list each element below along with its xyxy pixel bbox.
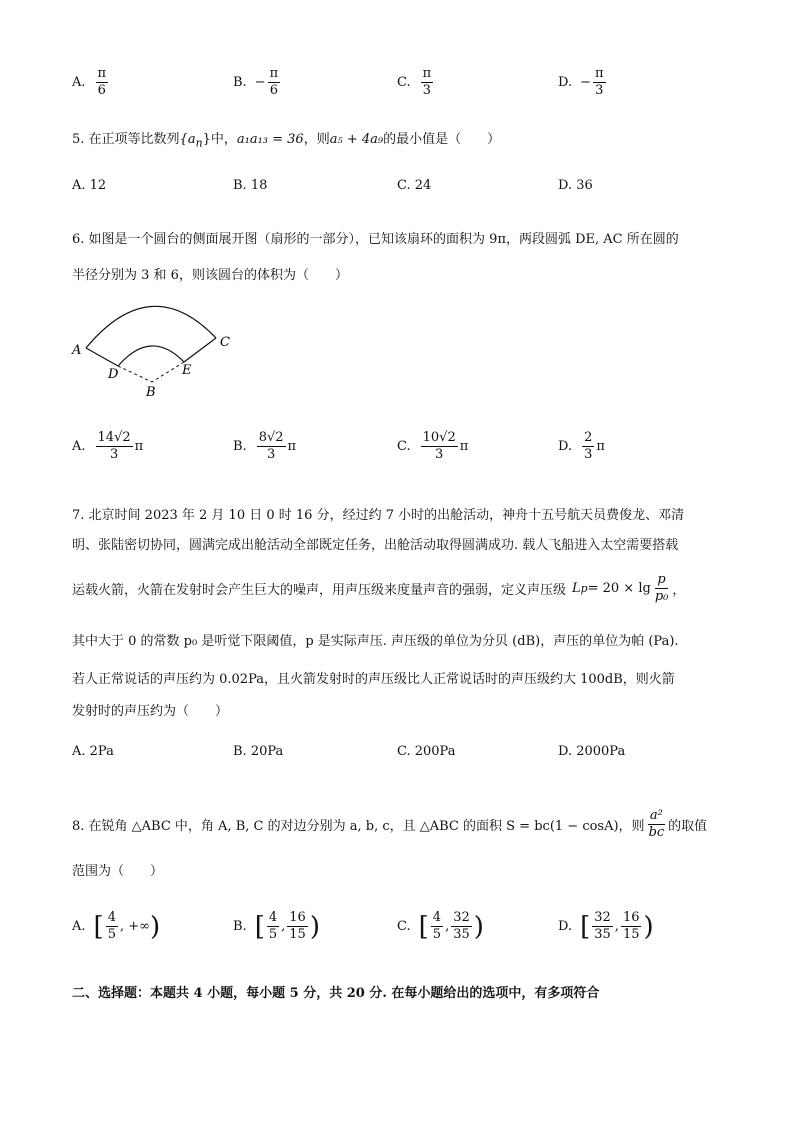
q6-line-1: 6. 如图是一个圆台的侧面展开图（扇形的一部分），已知该扇环的面积为 9π，两段圆弧 DE, AC 所在圆的 [72, 232, 679, 247]
q7-option-c: C. 200Pa [397, 744, 456, 759]
q8-option-c: C. [ $\frac{4}{5}$ , $\frac{32}{35}$ ) [397, 910, 484, 942]
q7-line-1: 7. 北京时间 2023 年 2 月 10 日 0 时 16 分，经过约 7 小时的出舱活动，神舟十五号航天员费俊龙、邓清 [72, 508, 685, 523]
label-a: A [72, 343, 82, 358]
q5-stem: 5. 在正项等比数列$\{a_n\}$中，a₁a₁₃ = 36，则a₅ + 4a₉的最小值是（ ） [72, 132, 501, 150]
q6-option-b: B. $\frac{8√2}{3}$ π [233, 430, 297, 462]
label-c: C [220, 335, 230, 350]
q5-option-c: C. 24 [397, 178, 432, 193]
q7-line-5: 若人正常说话的声压约为 0.02Pa，且火箭发射时的声压级比人正常说话时的声压级约大 100dB，则火箭 [72, 672, 675, 687]
q6-option-c: C. $\frac{10√2}{3}$ π [397, 430, 469, 462]
section-2-heading: 二、选择题：本题共 4 小题，每小题 5 分，共 20 分. 在每小题给出的选项中，有多项符合 [72, 986, 600, 1001]
q4-option-c: C. $\frac{\pi}{3}$ [397, 66, 432, 98]
q6-figure [66, 298, 246, 402]
q4-option-d: D. − $\frac{\pi}{3}$ [558, 66, 604, 98]
q7-option-d: D. 2000Pa [558, 744, 626, 759]
q4-option-b: B. − $\frac{\pi}{6}$ [233, 66, 279, 98]
label-e: E [182, 363, 192, 378]
q5-option-a: A. 12 [72, 178, 107, 193]
q4-option-a: A. $\frac{\pi}{6}$ [72, 66, 107, 98]
outer-arc-ac [86, 306, 216, 348]
q7-line-6: 发射时的声压约为（ ） [72, 704, 229, 719]
q8-option-a: A. [ $\frac{4}{5}$ , +∞ ) [72, 910, 161, 942]
q8-line-2: 范围为（ ） [72, 864, 164, 879]
q6-option-d: D. $\frac{2}{3}$ π [558, 430, 605, 462]
q7-option-a: A. 2Pa [72, 744, 114, 759]
q6-line-2: 半径分别为 3 和 6，则该圆台的体积为（ ） [72, 268, 348, 283]
label-d: D [108, 367, 119, 382]
dashed-db [118, 366, 152, 382]
segment-ad [86, 348, 118, 366]
q7-line-4: 其中大于 0 的常数 p₀ 是听觉下限阈值，p 是实际声压. 声压级的单位为分贝 (dB)，声压的单位为帕 (Pa). [72, 634, 679, 649]
q8-line-1: 8. 在锐角 △ABC 中，角 A, B, C 的对边分别为 a, b, c，且 △ABC 的面积 S = bc(1 − cosA)，则 $\frac{\text{a²}}{bc}$ 的取值 [72, 808, 708, 840]
q7-line-3: 运载火箭，火箭在发射时会产生巨大的噪声，用声压级来度量声音的强弱，定义声压级 L p = 20 × lg $\frac{p}{\text{p₀}}$ ， [72, 572, 686, 604]
q8-option-b: B. [ $\frac{4}{5}$ , $\frac{16}{15}$ ) [233, 910, 320, 942]
dashed-eb [152, 362, 184, 382]
q7-option-b: B. 20Pa [233, 744, 284, 759]
q8-option-d: D. [ $\frac{32}{35}$ , $\frac{16}{15}$ ) [558, 910, 654, 942]
q5-option-d: D. 36 [558, 178, 593, 193]
label-b: B [146, 385, 156, 400]
q7-line-2: 明、张陆密切协同，圆满完成出舱活动全部既定任务，出舱活动取得圆满成功. 载人飞船进入太空需要搭载 [72, 538, 679, 553]
inner-arc-de [118, 346, 184, 366]
segment-ce [184, 338, 216, 362]
q6-option-a: A. $\frac{14√2}{3}$ π [72, 430, 144, 462]
q5-option-b: B. 18 [233, 178, 268, 193]
